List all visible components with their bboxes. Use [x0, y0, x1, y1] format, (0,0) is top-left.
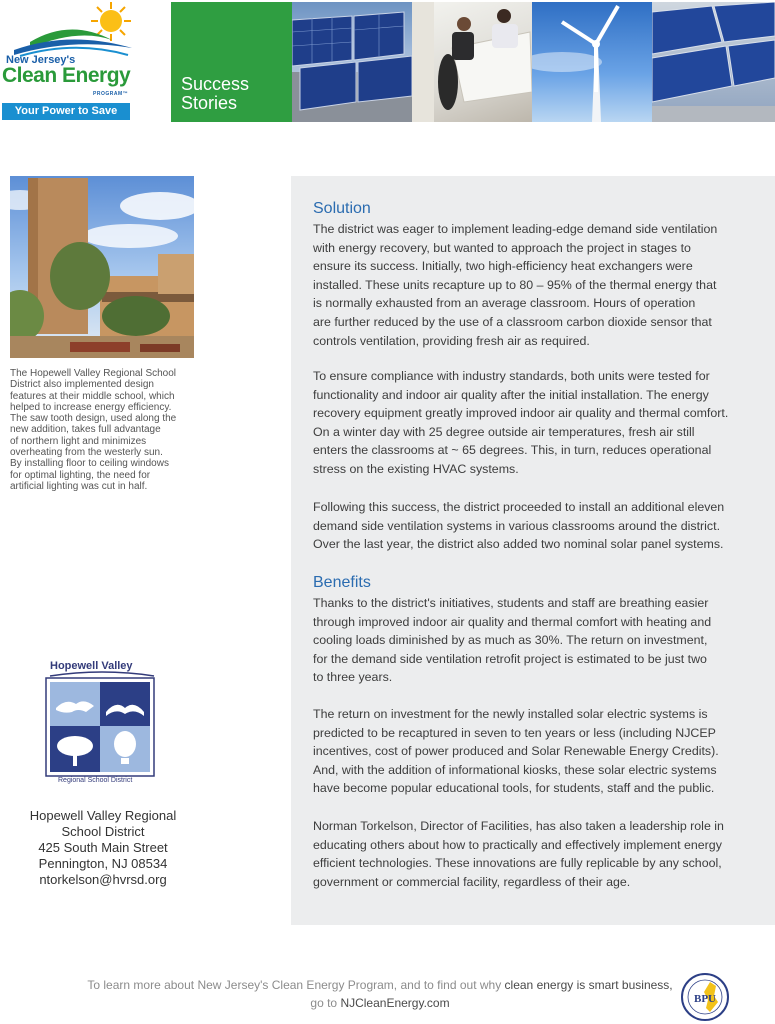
rooftop-solar-photo	[652, 2, 775, 122]
district-logo-title: Hopewell Valley	[50, 660, 133, 672]
address-street: 425 South Main Street	[38, 840, 168, 855]
banner-line-1: Success	[181, 74, 250, 94]
benefits-paragraph-3: Norman Torkelson, Director of Facilities, has also taken a leadership role in educating others about how to practically and effectively implement energy efficient technologies. These innovations are fully replicable by any school, government or commercial facility, regardless of their age.	[313, 819, 724, 889]
photo-caption: The Hopewell Valley Regional School District also implemented design features at their middle school, which helped to increase energy efficiency. The saw tooth design, used along the new addition, takes full advantage of northern light and minimizes overheating from the westerly sun. By installing floor to ceiling windows for optimal lighting, the need for artificial lighting was cut in half.	[10, 368, 177, 492]
solution-heading: Solution	[313, 200, 371, 217]
bpu-seal-text: BPU	[694, 993, 716, 1005]
benefits-heading: Benefits	[313, 574, 371, 591]
logo-name-text: Clean Energy	[2, 64, 131, 87]
footer-website-link[interactable]: NJCleanEnergy.com	[340, 996, 450, 1010]
footer-line-1	[60, 976, 700, 994]
hopewell-valley-logo	[44, 660, 160, 790]
wind-turbine-photo	[532, 2, 652, 122]
story-panel	[291, 176, 775, 925]
banner-line-2: Stories	[181, 93, 238, 113]
footer-text-2: go to	[310, 996, 341, 1010]
district-logo-subtitle: Regional School District	[58, 777, 133, 784]
bpu-seal-icon	[680, 972, 730, 1022]
district-emblem-icon	[44, 670, 160, 782]
address-line-1: Hopewell Valley Regional	[29, 808, 177, 823]
success-stories-banner	[171, 2, 292, 122]
logo-state-text: New Jersey's	[6, 54, 76, 66]
bpu-seal	[680, 972, 730, 1022]
solution-paragraph-3: Following this success, the district proceeded to install an additional eleven demand side ventilation systems in various classrooms around the district. Over the last year, the district also added two nominal solar panel systems.	[313, 500, 725, 552]
footer-line-2	[60, 994, 700, 1012]
address-line-2: School District	[61, 824, 145, 839]
njcep-logo	[0, 0, 140, 124]
solar-panels-photo	[292, 2, 412, 122]
sun-wave-icon	[0, 0, 140, 60]
contact-email[interactable]: ntorkelson@hvrsd.org	[39, 872, 167, 887]
address-city: Pennington, NJ 08534	[38, 856, 168, 871]
district-address	[8, 808, 198, 888]
logo-tagline: Your Power to Save	[2, 103, 130, 120]
office-meeting-photo	[412, 2, 532, 122]
logo-program-text: PROGRAM™	[93, 91, 129, 97]
footer-cta	[60, 976, 700, 1012]
solution-paragraph-2: To ensure compliance with industry standards, both units were tested for functionality and indoor air quality after the initial installation. The energy recovery equipment greatly improved indoor air quality and thermal comfort. On a winter day with 25 degree outside air temperatures, fresh air still enters the classrooms at ~ 65 degrees. This, in turn, reduces operational stress on the existing HVAC systems.	[313, 369, 729, 476]
solution-paragraph-1: The district was eager to implement leading-edge demand side ventilation with energy recovery, but wanted to approach the project in stages to ensure its success. Initially, two high-efficiency heat exchangers were installed. These units recapture up to 80 – 95% of the thermal energy that is normally exhausted from an average classroom. Hours of operation are further reduced by the use of a classroom carbon dioxide sensor that controls ventilation, providing fresh air as required.	[313, 222, 718, 348]
benefits-paragraph-2: The return on investment for the newly installed solar electric systems is predicted to be recaptured in seven to ten years or less (including NJCEP incentives, cost of power produced and Solar Renewable Energy Credits). And, with the addition of informational kiosks, these solar electric systems have become popular educational tools, for students, staff and the public.	[313, 707, 719, 796]
school-building-photo	[10, 176, 194, 358]
benefits-paragraph-1: Thanks to the district's initiatives, students and staff are breathing easier through improved indoor air quality and thermal comfort with heating and cooling loads diminished by as much as 30%. The return on investment, for the demand side ventilation retrofit project is estimated to be just two to three years.	[313, 596, 712, 685]
footer-emphasis: clean energy is smart business,	[504, 978, 673, 992]
footer-text-1: To learn more about New Jersey's Clean Energy Program, and to find out why	[87, 978, 505, 992]
